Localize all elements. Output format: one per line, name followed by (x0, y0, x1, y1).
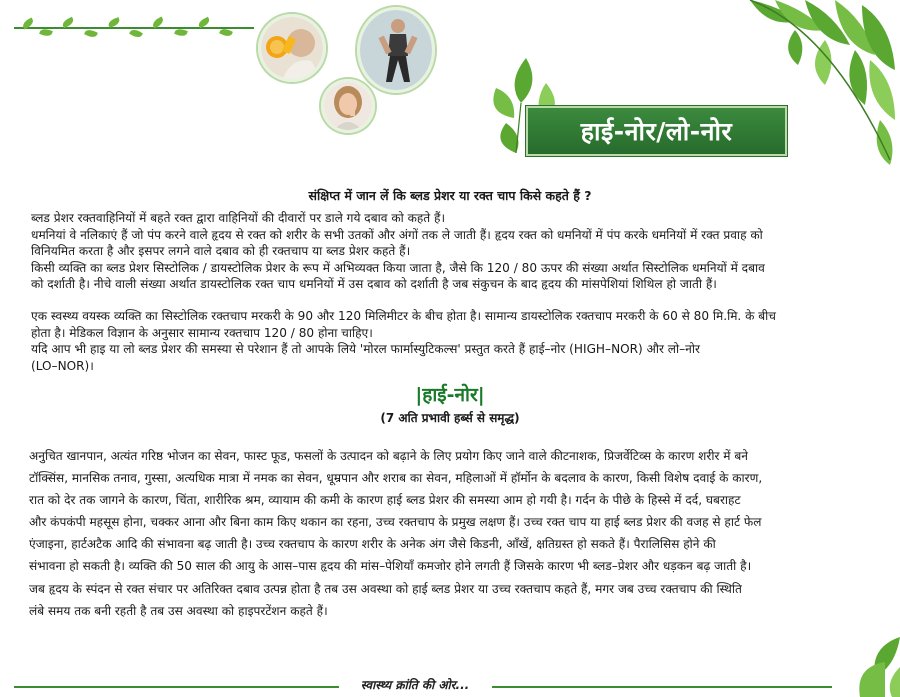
normal-line: यदि आप भी हाइ या लो ब्लड प्रेशर की समस्या से परेशान हैं तो आपके लिये 'मोरल फार्मास्युटिकल्स' प्रस्तुत करते हैं हाई–नोर (HIGH–NOR) और लो–नोर (31, 342, 700, 357)
body-line: जब हृदय के स्पंदन से रक्त संचार पर अतिरिक्त दबाव उत्पन्न होता है तब उस अवस्था को हाई ब्लड प्रेशर या उच्च रक्तचाप कहते हैं, मगर जब उच्च रक्तचाप की स्थिति (29, 581, 742, 596)
intro-line: ब्लड प्रेशर रक्तवाहिनियों में बहते रक्त द्वारा वाहिनियों की दीवारों पर डाले गये दबाव को कहते हैं। (31, 211, 446, 225)
body-line: और कंपकंपी महसूस होना, चक्कर आना और बिना काम किए थकान का रहना, उच्च रक्तचाप के प्रमुख लक्षण हैं। उच्च रक्त चाप या हाई ब्लड प्रेशर की वजह से हार्ट फेल (29, 515, 762, 530)
body-line: रात को देर तक जागने के कारण, चिंता, शारीरिक श्रम, व्यायाम की कमी के कारण हाई ब्लड प्रेशर की समस्या आम हो गयी है। गर्दन के पीछे के हिस्से में दर्द, घबराहट (29, 493, 741, 508)
body-line: टॉक्सिंस, मानसिक तनाव, गुस्सा, अत्यधिक मात्रा में नमक का सेवन, धूम्रपान और शराब का सेवन, महिलाओं में हॉर्मोन के बदलाव के कारण, किसी विशेष दवाई के कारण, (29, 471, 763, 486)
intro-line: किसी व्यक्ति का ब्लड प्रेशर सिस्टोलिक / डायस्टोलिक प्रेशर के रूप में अभिव्यक्त किया जाता है, जैसे कि 120 / 80 ऊपर की संख्या अर्थात सिस्टोलिक धमनियों में दबाव (31, 260, 765, 275)
intro-heading: संक्षिप्त में जान लें कि ब्लड प्रेशर या रक्त चाप किसे कहते हैं ? (308, 188, 592, 203)
body-paragraph (29, 445, 879, 622)
footer-divider (492, 686, 832, 688)
intro-line: को दर्शाती है। नीचे वाली संख्या अर्थात डायस्टोलिक रक्त चाप धमनियों में उस दबाव को दर्शाती है जब संकुचन के बाद हृदय की मांसपेशियां शिथिल हो जाती हैं। (31, 277, 717, 292)
banner-title: हाई-नोर/लो-नोर (580, 117, 733, 146)
footer-tagline: स्वास्थ्य क्रांति की ओर... (360, 678, 470, 692)
juice-photo-icon (258, 14, 326, 82)
normal-line: होता है। मेडिकल विज्ञान के अनुसार सामान्य रक्तचाप 120 / 80 होना चाहिए। (31, 325, 373, 340)
corner-leaves-icon (830, 627, 900, 697)
intro-line: विनियमित करता है और इसपर लगने वाले दबाव को ही रक्तचाप या ब्लड प्रेशर कहते हैं। (31, 244, 411, 259)
normal-line: (LO–NOR)। (31, 358, 94, 373)
footer-divider (14, 686, 339, 688)
body-line: संभावना हो सकती है। व्यक्ति की 50 साल की आयु के आस–पास हृदय की मांस–पेशियाँ कमजोर होने लगती हैं जिसके कारण भी ब्लड–प्रेशर और धड़कन बढ़ जाती है। (29, 559, 752, 574)
title-banner (526, 106, 787, 156)
normal-line: एक स्वस्थ्य वयस्क व्यक्ति का सिस्टोलिक रक्तचाप मरकरी के 90 और 120 मिलिमीटर के बीच होता है। सामान्य डायस्टोलिक रक्तचाप मरकरी के 60 से 80 मि.मि. के बीच (31, 309, 776, 323)
runner-photo-icon (357, 7, 435, 93)
body-line: एंजाइना, हार्टअटैक आदि की संभावना बढ़ जाती है। उच्च रक्तचाप के कारण शरीर के अनेक अंग जैसे किडनी, आँखें, क्षतिग्रस्त हो सकते हैं। पैरालिसिस होने की (29, 537, 716, 552)
section-title: |हाई-नोर| (415, 384, 485, 406)
normal-bp-paragraph (31, 308, 876, 374)
intro-line: धमनियां वे नलिकाएं हैं जो पंप करने वाले हृदय से रक्त को शरीर के सभी उतकों और अंगों तक ले जाती हैं। हृदय रक्त को धमनियों में पंप करके धमनियों में रक्त प्रवाह को (31, 227, 763, 242)
intro-paragraph (31, 210, 876, 293)
woman-photo-icon (321, 79, 375, 133)
body-line: अनुचित खानपान, अत्यंत गरिष्ठ भोजन का सेवन, फास्ट फूड, फसलों के उत्पादन को बढ़ाने के लिए प्रयोग किए जाने वाले कीटनाशक, प्रिजर्वेटिव्स के कारण शरीर में बने (29, 449, 748, 463)
body-line: लंबे समय तक बनी रहती है तब उस अवस्था को हाइपरटेंशन कहते हैं। (29, 603, 328, 618)
section-subtitle: (7 अति प्रभावी हर्ब्स से समृद्ध) (380, 411, 520, 425)
